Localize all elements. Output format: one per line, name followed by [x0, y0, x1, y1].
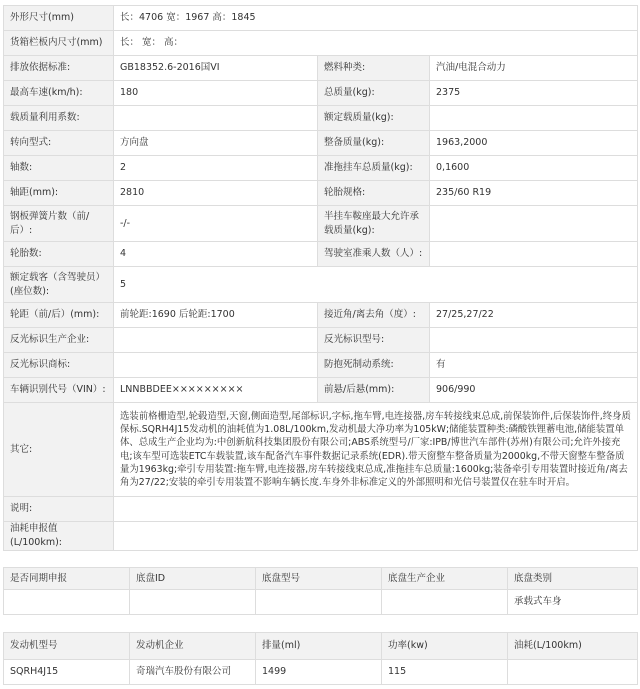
spec-value: 汽油/电混合动力 [430, 56, 638, 81]
spec-label: 反光标识商标: [4, 353, 114, 378]
spec-value: 长： 宽： 高： [114, 31, 638, 56]
engine-cell [508, 660, 638, 685]
spec-row-steering [4, 131, 638, 156]
spec-row-fuel [4, 522, 638, 551]
fuel-label: 油耗申报值(L/100km): [4, 522, 114, 551]
chassis-cell: 承载式车身 [508, 590, 638, 615]
chassis-header-row [4, 568, 638, 590]
spec-label: 前悬/后悬(mm): [318, 378, 430, 403]
spec-value [430, 328, 638, 353]
spec-row-emission [4, 56, 638, 81]
spec-row-cargo-box [4, 31, 638, 56]
spec-value: 2 [114, 156, 318, 181]
spec-value: 长：4706 宽：1967 高：1845 [114, 6, 638, 31]
spec-row-dimensions [4, 6, 638, 31]
spec-label: 钢板弹簧片数（前/后）: [4, 206, 114, 242]
spec-value: 1963,2000 [430, 131, 638, 156]
other-label: 其它: [4, 403, 114, 497]
spec-row-wheelbase [4, 181, 638, 206]
spec-label: 排放依据标准: [4, 56, 114, 81]
spec-label: 轴数: [4, 156, 114, 181]
spec-row-reflector-brand [4, 353, 638, 378]
spec-value: -/- [114, 206, 318, 242]
engine-header-row [4, 633, 638, 660]
chassis-header: 底盘型号 [256, 568, 382, 590]
spec-row-speed [4, 81, 638, 106]
spec-row-springs [4, 206, 638, 242]
spec-value: 前轮距:1690 后轮距:1700 [114, 303, 318, 328]
spec-row-vin [4, 378, 638, 403]
engine-header: 油耗(L/100km) [508, 633, 638, 660]
vehicle-spec-table [3, 5, 638, 551]
spec-value: 180 [114, 81, 318, 106]
spec-row-tires [4, 242, 638, 267]
chassis-table [3, 567, 638, 615]
engine-table [3, 632, 638, 685]
spec-value: 0,1600 [430, 156, 638, 181]
chassis-cell [4, 590, 130, 615]
chassis-cell [382, 590, 508, 615]
spec-value [430, 242, 638, 267]
spec-value [114, 106, 318, 131]
spec-row-load [4, 106, 638, 131]
spec-value: 2810 [114, 181, 318, 206]
spec-row-track [4, 303, 638, 328]
spec-label: 总质量(kg): [318, 81, 430, 106]
spec-label: 轮胎规格: [318, 181, 430, 206]
spec-row-seats [4, 267, 638, 303]
chassis-header: 是否同期申报 [4, 568, 130, 590]
chassis-header: 底盘生产企业 [382, 568, 508, 590]
spec-label: 载质量利用系数: [4, 106, 114, 131]
engine-header: 发动机企业 [130, 633, 256, 660]
spec-label: 轮距（前/后）(mm): [4, 303, 114, 328]
spec-label: 接近角/离去角（度）: [318, 303, 430, 328]
chassis-header: 底盘ID [130, 568, 256, 590]
chassis-cell [256, 590, 382, 615]
spec-value [114, 353, 318, 378]
chassis-cell [130, 590, 256, 615]
engine-cell: 115 [382, 660, 508, 685]
spec-label: 货箱栏板内尺寸(mm) [4, 31, 114, 56]
note-value [114, 497, 638, 522]
spec-row-other [4, 403, 638, 497]
engine-header: 排量(ml) [256, 633, 382, 660]
spec-label: 半挂车鞍座最大允许承载质量(kg): [318, 206, 430, 242]
spec-value [430, 106, 638, 131]
spec-label: 额定载质量(kg): [318, 106, 430, 131]
spec-label: 准拖挂车总质量(kg): [318, 156, 430, 181]
fuel-value [114, 522, 638, 551]
spec-label: 反光标识型号: [318, 328, 430, 353]
spec-value: GB18352.6-2016国VI [114, 56, 318, 81]
spec-label: 最高车速(km/h): [4, 81, 114, 106]
engine-header: 发动机型号 [4, 633, 130, 660]
chassis-data-row [4, 590, 638, 615]
spec-value: 2375 [430, 81, 638, 106]
spec-label: 防抱死制动系统: [318, 353, 430, 378]
spec-row-axles [4, 156, 638, 181]
spec-row-note [4, 497, 638, 522]
spec-label: 转向型式: [4, 131, 114, 156]
spec-value: 27/25,27/22 [430, 303, 638, 328]
spec-value: LNNBBDEE××××××××× [114, 378, 318, 403]
spec-label: 燃料种类: [318, 56, 430, 81]
engine-cell: 1499 [256, 660, 382, 685]
spec-value [114, 328, 318, 353]
spec-label: 轮胎数: [4, 242, 114, 267]
engine-cell: SQRH4J15 [4, 660, 130, 685]
spec-value: 4 [114, 242, 318, 267]
spec-value: 5 [114, 267, 638, 303]
spec-value: 235/60 R19 [430, 181, 638, 206]
spec-value: 方向盘 [114, 131, 318, 156]
spec-label: 驾驶室准乘人数（人）: [318, 242, 430, 267]
engine-data-row [4, 660, 638, 685]
spec-label: 车辆识别代号（VIN）: [4, 378, 114, 403]
spec-label: 轴距(mm): [4, 181, 114, 206]
note-label: 说明: [4, 497, 114, 522]
spec-label: 反光标识生产企业: [4, 328, 114, 353]
engine-cell: 奇瑞汽车股份有限公司 [130, 660, 256, 685]
spec-value: 906/990 [430, 378, 638, 403]
spec-row-reflector-maker [4, 328, 638, 353]
spec-value [430, 206, 638, 242]
spec-label: 外形尺寸(mm) [4, 6, 114, 31]
spec-label: 额定载客（含驾驶员）(座位数): [4, 267, 114, 303]
spec-value: 有 [430, 353, 638, 378]
chassis-header: 底盘类别 [508, 568, 638, 590]
engine-header: 功率(kw) [382, 633, 508, 660]
other-value: 选装前格栅造型,轮毂造型,天窗,侧面造型,尾部标识,字标,拖车臂,电连接器,房车转接线束总成,前保装饰件,后保装饰件,终身质保标.SQRH4J15发动机的油耗值为1.08L/100km,发动机最大净功率为105kW;储能装置种类:磷酸铁锂蓄电池,储能装置单体、总成生产企业均为:中创新航科技集团股份有限公司;ABS系统型号/厂家:IPB/博世汽车部件(苏州)有限公司;允许外接充电;该车型可选装ETC车载装置,该车配备汽车事件数据记录系统(EDR).带天窗整车整备质量为2000kg,不带天窗整车整备质量为1963kg;牵引专用装置:拖车臂,电连接器,房车转接线束总成,准拖挂车总质量:1600kg;装备牵引专用装置时接近角/离去角为27/22;安装的牵引专用装置不影响车辆长度.车身外非标准定义的外部照明和光信号装置仅在驻车时开启。 [114, 403, 638, 497]
spec-label: 整备质量(kg): [318, 131, 430, 156]
